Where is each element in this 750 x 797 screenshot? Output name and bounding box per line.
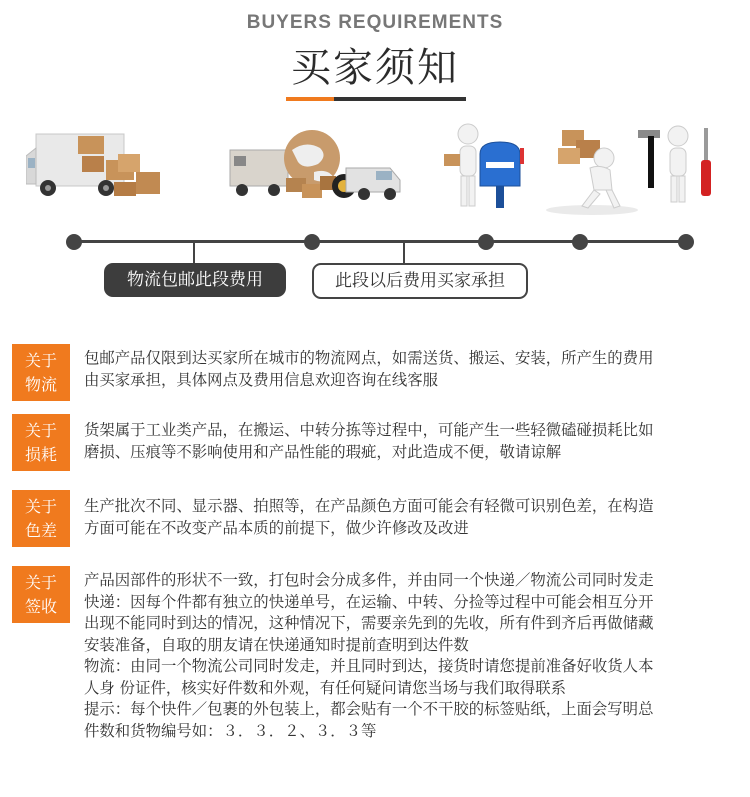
section-text-line: 磨损、压痕等不影响使用和产品性能的瑕疵，对此造成不便，敬请谅解 [84, 442, 562, 461]
section-text-line: 生产批次不同、显示器、拍照等，在产品颜色方面可能会有轻微可识别色差，在构造 [84, 497, 654, 515]
section-body [84, 496, 738, 539]
section-tag-line: 物流 [24, 375, 57, 394]
section-text-line: 出现不能同时到达的情况，这种情况下，需要亲先到的先收，所有件到齐后再做储藏 [84, 614, 654, 632]
section-text-line: 方面可能在不改变产品本质的前提下，做少许修改及改进 [84, 518, 469, 537]
timeline-dot [478, 234, 494, 250]
timeline-dot [572, 234, 588, 250]
section-body [84, 420, 738, 463]
section-body [84, 348, 738, 391]
section-tag-line: 关于 [24, 421, 57, 440]
section-tag-line: 损耗 [24, 445, 57, 464]
timeline-stem [193, 243, 195, 263]
section-tag-line: 签收 [24, 597, 57, 616]
title-underline-accent [286, 97, 334, 101]
buyer-cost-label: 此段以后费用买家承担 [312, 263, 528, 299]
mailbox-figure-icon [440, 120, 530, 212]
section-text-line: 提示：每个快件／包裹的外包装上，都会贴有一个不干胶的标签贴纸，上面会写明总 [84, 700, 654, 718]
globe-logistics-icon [228, 128, 404, 204]
section-text-line: 安装准备，自取的朋友请在快递通知时提前查明到达件数 [84, 635, 469, 654]
section-text-line: 由买家承担，具体网点及费用信息欢迎咨询在线客服 [84, 370, 438, 389]
tools-figure-icon [634, 122, 724, 206]
delivery-truck-icon [26, 126, 166, 202]
header-subtitle: BUYERS REQUIREMENTS [246, 12, 504, 33]
timeline-dot [304, 234, 320, 250]
section-tag-line: 关于 [24, 351, 57, 370]
section-tag [12, 490, 70, 547]
section-text-line: 人身 份证件，核实好件数和外观，有任何疑问请您当场与我们取得联系 [84, 678, 567, 697]
free-shipping-label: 物流包邮此段费用 [104, 263, 286, 297]
timeline-dot [678, 234, 694, 250]
page-title: 买家须知 [291, 45, 459, 91]
section-body [84, 570, 738, 742]
section-tag [12, 344, 70, 401]
timeline-dot [66, 234, 82, 250]
section-tag [12, 414, 70, 471]
section-text-line: 产品因部件的形状不一致，打包时会分成多件，并由同一个快递／物流公司同时发走 [84, 571, 654, 589]
section-text-line: 货架属于工业类产品，在搬运、中转分拣等过程中，可能产生一些轻微磕碰损耗比如 [84, 421, 654, 439]
section-text-line: 物流：由同一个物流公司同时发走，并且同时到达，接货时请您提前准备好收货人本 [84, 657, 654, 675]
section-text-line: 包邮产品仅限到达买家所在城市的物流网点，如需送货、搬运、安装，所产生的费用 [84, 349, 654, 367]
section-tag-line: 关于 [24, 497, 57, 516]
timeline-stem [403, 243, 405, 263]
carrying-boxes-figure-icon [540, 124, 640, 216]
title-underline [286, 97, 466, 101]
timeline-line [74, 240, 686, 243]
section-text-line: 快递：因每个件都有独立的快递单号，在运输、中转、分捡等过程中可能会相互分开 [84, 592, 654, 611]
section-tag-line: 关于 [24, 573, 57, 592]
section-tag [12, 566, 70, 623]
section-text-line: 件数和货物编号如：３．３．２、３．３等 [84, 721, 377, 740]
section-tag-line: 色差 [24, 521, 57, 540]
